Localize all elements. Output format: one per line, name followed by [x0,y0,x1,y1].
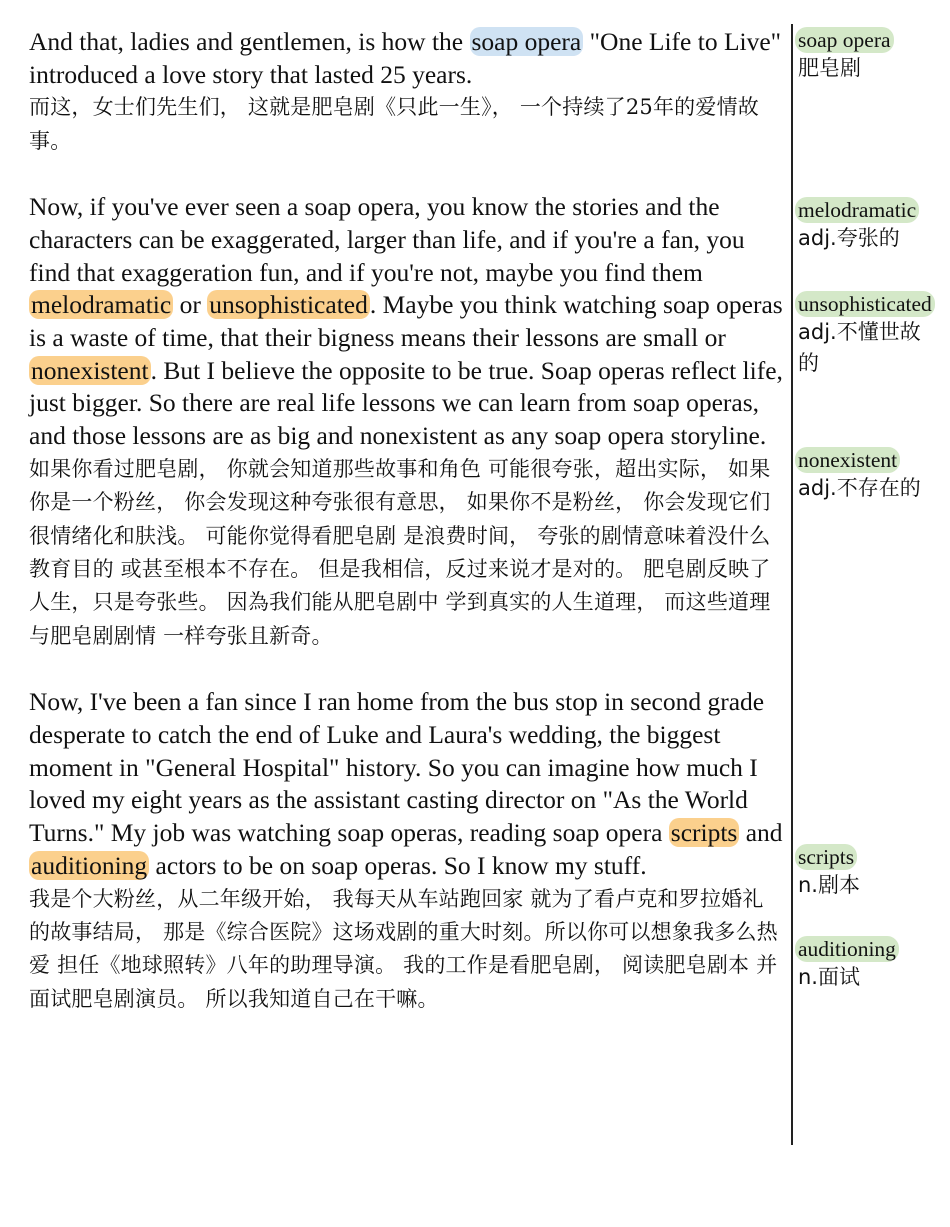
chinese-translation: 而这，女士们先生们， 这就是肥皂剧《只此一生》， 一个持续了25年的爱情故事。 [29,95,759,153]
english-text [29,191,784,453]
chinese-translation: 如果你看过肥皂剧， 你就会知道那些故事和角色 可能很夸张，超出实际， 如果你是一个粉丝， 你会发现这种夸张很有意思， 如果你不是粉丝， 你会发现它们很情绪化和肤浅。 可能你觉得看肥皂剧 是浪费时间， 夸张的剧情意味着没什么教育目的 或甚至根本不存在。 但是我相信，反过来说才是对的。 肥皂剧反映了人生，只是夸张些。 因為我们能从肥皂剧中 学到真实的人生道理， 而这些道理与肥皂剧剧情 一样夸张且新奇。 [29,456,771,648]
paragraph-1 [29,26,784,158]
transcript-column [29,26,784,1016]
glossary-term[interactable]: scripts [795,844,857,870]
english-text [29,26,784,91]
paragraph-2 [29,191,784,653]
text-span: Now, I've been a fan since I ran home from the bus stop in second grade desperate to catch the end of Luke and Laura's wedding, the biggest moment in "General Hospital" history. So you can imagine how much I loved my eight years as the assistant casting director on "As the World Turns." My job was watching soap operas, reading soap opera [29,687,765,848]
paragraph-3 [29,686,784,1016]
glossary-entry-scripts [795,844,945,901]
text-span: And that, ladies and gentlemen, is how the [29,27,470,56]
glossary-term[interactable]: unsophisticated [795,291,935,317]
highlight-auditioning: auditioning [31,850,148,880]
text-span: or [173,290,208,320]
glossary-definition: n.面试 [798,965,860,989]
glossary-term[interactable]: melodramatic [795,197,919,223]
glossary-term[interactable]: nonexistent [795,447,900,473]
text-span: . Maybe you think watching soap operas is a waste of time, that their bigness means their lessons are small or [29,290,783,353]
column-divider [791,24,793,1145]
glossary-term[interactable]: auditioning [795,936,899,962]
glossary-definition: adj.夸张的 [798,226,900,250]
text-span: "One Life to Live" introduced a love story that lasted 25 years. [29,27,782,89]
glossary-entry-soap-opera [795,27,945,84]
chinese-translation: 我是个大粉丝，从二年级开始， 我每天从车站跑回家 就为了看卢克和罗拉婚礼的故事结局， 那是《综合医院》这场戏剧的重大时刻。所以你可以想象我多么热爱 担任《地球照转》八年的助理导演。 我的工作是看肥皂剧， 阅读肥皂剧本 并面试肥皂剧演员。 所以我知道自己在干嘛。 [29,886,778,1011]
highlight-scripts: scripts [670,818,738,848]
text-span: actors to be on soap operas. So I know my stuff. [149,850,647,880]
glossary-term[interactable]: soap opera [795,27,894,53]
glossary-entry-unsophisticated [795,291,937,379]
highlight-nonexistent: nonexistent [31,355,149,385]
glossary-definition: adj.不懂世故的 [798,320,921,375]
english-text [29,686,784,882]
highlight-soap-opera: soap opera [471,27,582,56]
glossary-entry-melodramatic [795,197,945,254]
glossary-definition: 肥皂剧 [798,56,861,80]
text-span: and [739,818,783,848]
highlight-melodramatic: melodramatic [31,290,172,320]
glossary-definition: n.剧本 [798,873,860,897]
glossary-entry-auditioning [795,936,945,993]
glossary-definition: adj.不存在的 [798,476,921,500]
glossary-entry-nonexistent [795,447,945,504]
text-span: . But I believe the opposite to be true. Soap operas reflect life, just bigger. So there are real life lessons we can learn from soap operas, and those lessons are as big and nonexistent as any soap opera storyline. [29,355,783,451]
highlight-unsophisticated: unsophisticated [209,290,368,320]
text-span: Now, if you've ever seen a soap opera, you know the stories and the characters can be exaggerated, larger than life, and if you're a fan, you find that exaggeration fun, and if you're not, maybe you find them [29,192,745,287]
